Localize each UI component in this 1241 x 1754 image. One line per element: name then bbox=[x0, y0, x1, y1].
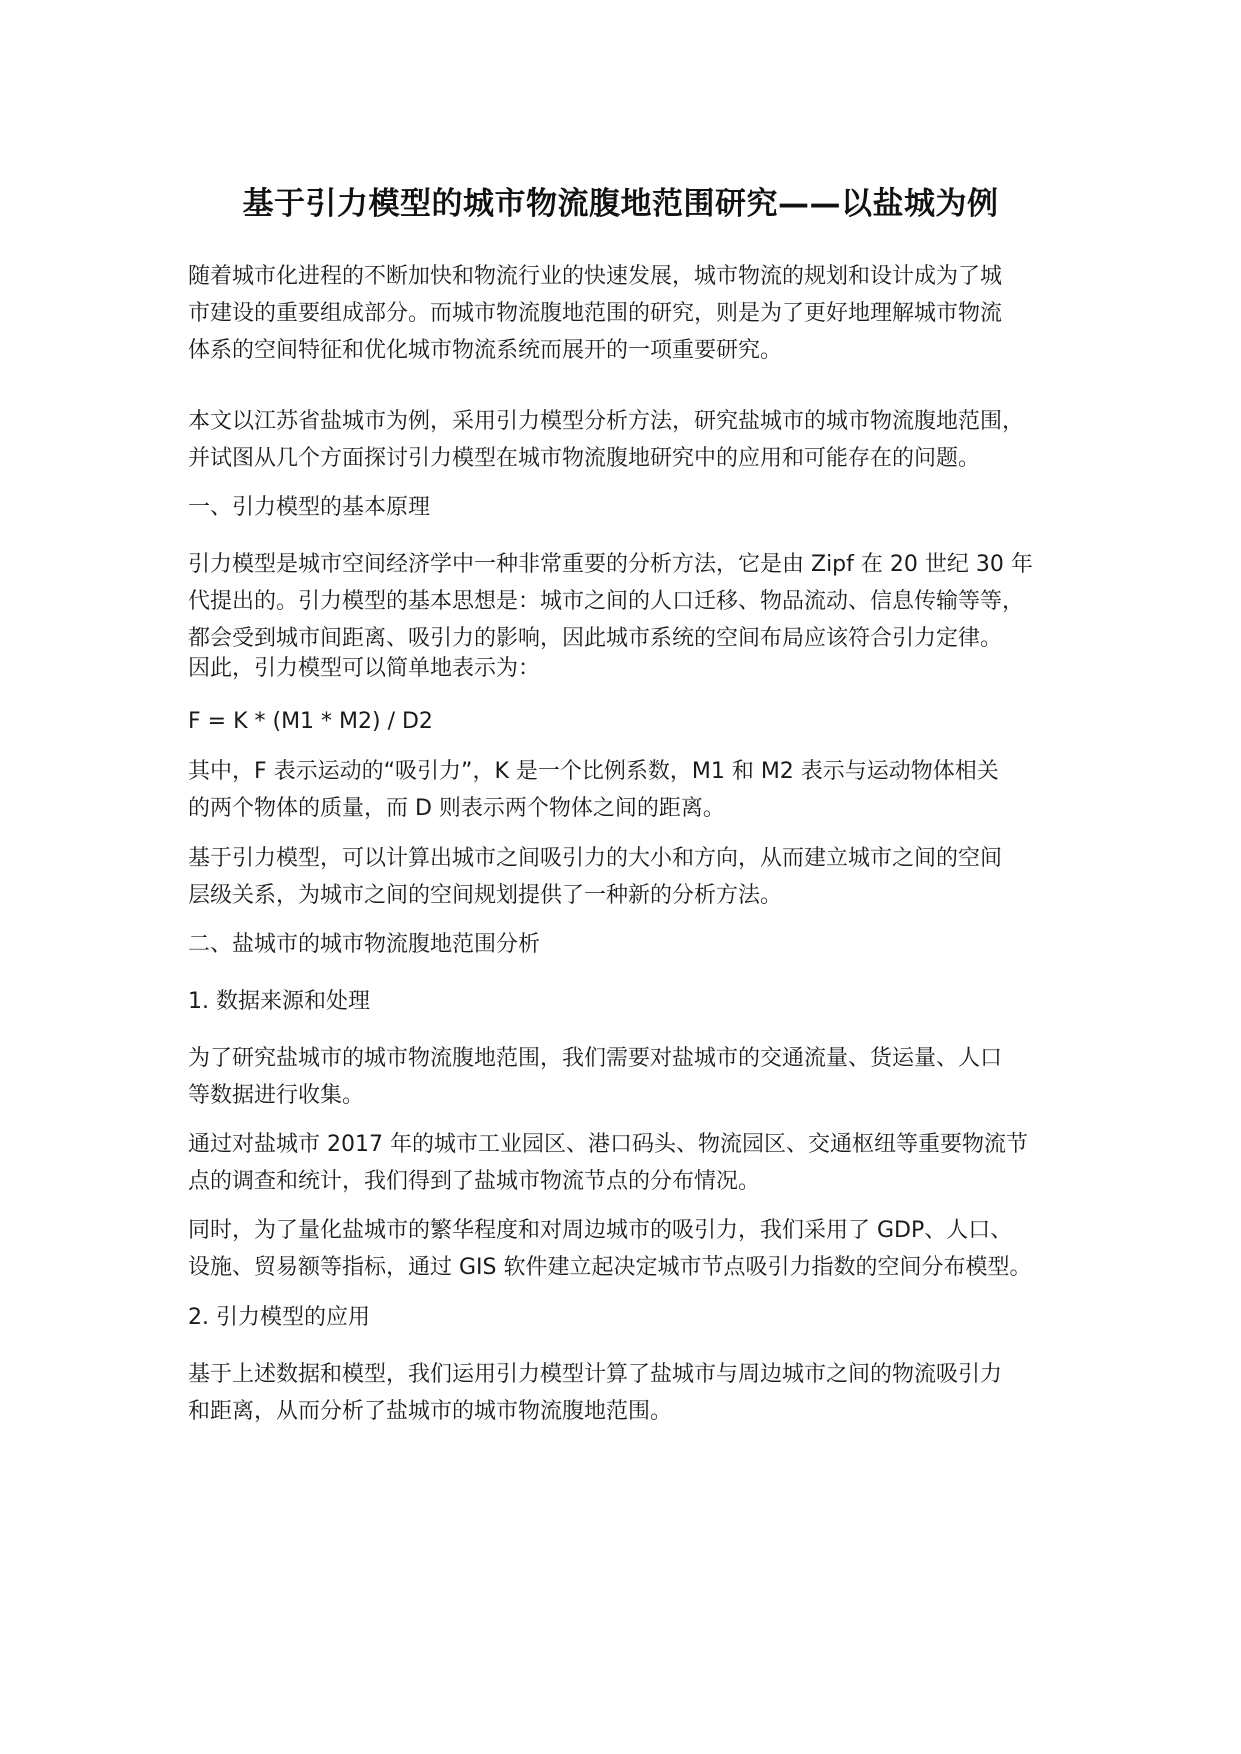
text-line: 体系的空间特征和优化城市物流系统而展开的一项重要研究。 bbox=[188, 338, 783, 363]
text-line: 的两个物体的质量，而 D 则表示两个物体之间的距离。 bbox=[188, 796, 725, 821]
text-line: 通过对盐城市 2017 年的城市工业园区、港口码头、物流园区、交通枢纽等重要物流节 bbox=[188, 1132, 1028, 1157]
text-line: 因此，引力模型可以简单地表示为： bbox=[188, 656, 541, 681]
text-line: 随着城市化进程的不断加快和物流行业的快速发展，城市物流的规划和设计成为了城 bbox=[188, 264, 1003, 289]
text-line: 并试图从几个方面探讨引力模型在城市物流腹地研究中的应用和可能存在的问题。 bbox=[188, 446, 981, 471]
text-line: 为了研究盐城市的城市物流腹地范围，我们需要对盐城市的交通流量、货运量、人口 bbox=[188, 1046, 1003, 1071]
text-line: 点的调查和统计，我们得到了盐城市物流节点的分布情况。 bbox=[188, 1169, 761, 1194]
text-line: 基于引力模型，可以计算出城市之间吸引力的大小和方向，从而建立城市之间的空间 bbox=[188, 846, 1003, 871]
text-line: 2. 引力模型的应用 bbox=[188, 1305, 370, 1330]
text-line: 二、盐城市的城市物流腹地范围分析 bbox=[188, 932, 541, 957]
text-line: 设施、贸易额等指标，通过 GIS 软件建立起决定城市节点吸引力指数的空间分布模型。 bbox=[188, 1255, 1032, 1280]
text-line: 层级关系，为城市之间的空间规划提供了一种新的分析方法。 bbox=[188, 883, 783, 908]
document-title: 基于引力模型的城市物流腹地范围研究——以盐城为例 bbox=[242, 186, 999, 222]
text-line: F = K * (M1 * M2) / D2 bbox=[188, 709, 433, 734]
text-line: 代提出的。引力模型的基本思想是：城市之间的人口迁移、物品流动、信息传输等等， bbox=[188, 589, 1025, 614]
text-line: 等数据进行收集。 bbox=[188, 1083, 365, 1108]
text-line: 其中，F 表示运动的“吸引力”，K 是一个比例系数，M1 和 M2 表示与运动物体相关 bbox=[188, 759, 999, 784]
text-line: 市建设的重要组成部分。而城市物流腹地范围的研究，则是为了更好地理解城市物流 bbox=[188, 301, 1003, 326]
text-line: 1. 数据来源和处理 bbox=[188, 989, 370, 1014]
text-line: 同时，为了量化盐城市的繁华程度和对周边城市的吸引力，我们采用了 GDP、人口、 bbox=[188, 1218, 1013, 1243]
text-line: 引力模型是城市空间经济学中一种非常重要的分析方法，它是由 Zipf 在 20 世纪 30 年 bbox=[188, 552, 1033, 577]
text-line: 一、引力模型的基本原理 bbox=[188, 495, 431, 520]
text-line: 基于上述数据和模型，我们运用引力模型计算了盐城市与周边城市之间的物流吸引力 bbox=[188, 1362, 1003, 1387]
text-line: 都会受到城市间距离、吸引力的影响，因此城市系统的空间布局应该符合引力定律。 bbox=[188, 626, 1003, 651]
text-line: 本文以江苏省盐城市为例，采用引力模型分析方法，研究盐城市的城市物流腹地范围， bbox=[188, 409, 1025, 434]
text-line: 和距离，从而分析了盐城市的城市物流腹地范围。 bbox=[188, 1399, 673, 1424]
